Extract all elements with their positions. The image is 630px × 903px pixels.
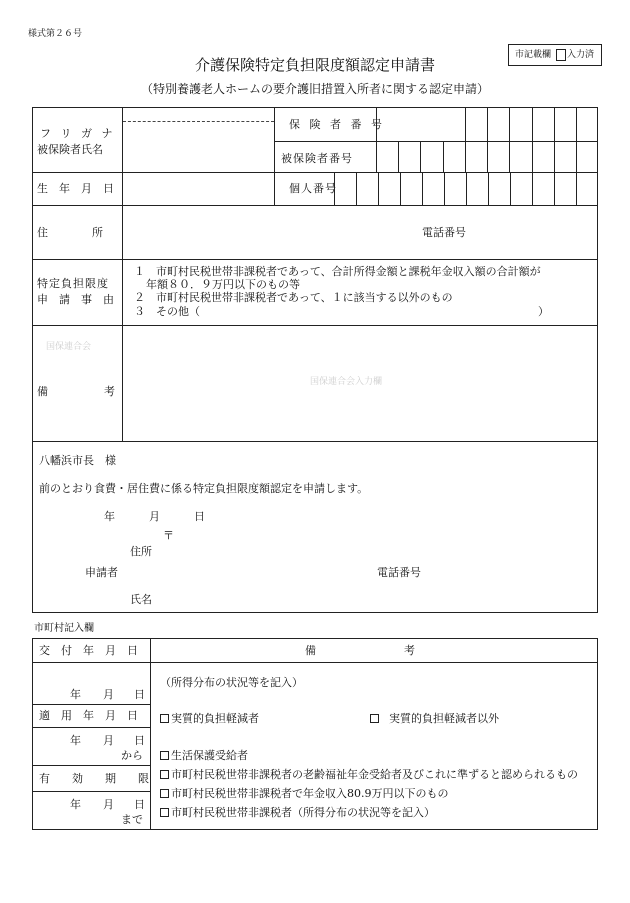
date-year-label: 年 xyxy=(104,510,115,523)
applicant-phone-input[interactable] xyxy=(430,563,590,581)
checkbox-icon[interactable] xyxy=(370,714,379,723)
insurer-number-input[interactable] xyxy=(377,108,597,140)
applicant-address-label: 住所 xyxy=(130,545,152,558)
issue-month: 月 xyxy=(103,688,114,701)
apply-from: から xyxy=(121,749,143,762)
remarks-label-left: 備 xyxy=(37,385,48,398)
municipal-remarks-header: 備 考 xyxy=(305,644,415,657)
checkbox-icon[interactable] xyxy=(160,714,169,723)
applicant-name-input[interactable] xyxy=(160,589,460,609)
postal-mark: 〒 xyxy=(163,529,174,542)
insurer-number-label: 保 険 者 番 号 xyxy=(289,118,385,131)
valid-year: 年 xyxy=(70,798,81,811)
valid-month: 月 xyxy=(103,798,114,811)
checkbox-icon[interactable] xyxy=(160,751,169,760)
insured-number-label: 被保険者番号 xyxy=(281,152,353,165)
apply-date-label: 適 用 年 月 日 xyxy=(39,709,138,722)
apply-day: 日 xyxy=(134,734,145,747)
applicant-phone-label: 電話番号 xyxy=(377,566,421,579)
application-statement: 前のとおり食費・居住費に係る特定負担限度額認定を申請します。 xyxy=(39,482,369,495)
page-title: 介護保険特定負担限度額認定申請書 xyxy=(194,56,435,74)
input-done-label: 入力済 xyxy=(567,50,595,60)
issue-date-input[interactable] xyxy=(33,663,149,703)
municipal-section-heading: 市町村記入欄 xyxy=(34,623,94,634)
income-status-note: （所得分布の状況等を記入） xyxy=(160,676,303,689)
applicant-name-label: 氏名 xyxy=(130,593,152,606)
reason-option-3-close: ） xyxy=(538,305,549,318)
remarks-input[interactable] xyxy=(123,326,597,441)
date-month-label: 月 xyxy=(149,510,160,523)
check-income-label: 市町村民税世帯非課税者で年金収入80.9万円以下のもの xyxy=(171,787,449,800)
furigana-input[interactable] xyxy=(123,122,274,136)
postal-code-input[interactable] xyxy=(176,527,316,543)
valid-until-label: 有 効 期 限 xyxy=(39,772,149,785)
check-pension-item[interactable] xyxy=(160,769,578,780)
reason-label-line2: 申 請 事 由 xyxy=(37,293,114,306)
insured-number-input[interactable] xyxy=(377,142,597,171)
check-nontax-item[interactable] xyxy=(160,807,435,818)
furigana-label: フ リ ガ ナ xyxy=(40,127,116,140)
birth-date-label: 生 年 月 日 xyxy=(37,182,114,195)
reason-option-1[interactable]: １ 市町村民税世帯非課税者であって、合計所得金額と課税年金収入額の合計額が xyxy=(134,265,541,278)
remarks-label-right: 考 xyxy=(104,385,115,398)
addressee: 八幡浜市長 様 xyxy=(39,454,116,467)
reason-other-input[interactable] xyxy=(200,304,534,319)
application-date-input[interactable] xyxy=(60,506,210,524)
phone-label: 電話番号 xyxy=(422,226,466,239)
applicant-address-input[interactable] xyxy=(160,542,540,560)
checkbox-icon[interactable] xyxy=(160,808,169,817)
check-pension-label: 市町村民税世帯非課税者の老齢福祉年金受給者及びこれに準ずると認められるもの xyxy=(171,768,578,781)
apply-year: 年 xyxy=(70,734,81,747)
birth-date-input[interactable] xyxy=(123,173,274,204)
apply-date-input[interactable] xyxy=(33,728,149,764)
applicant-label: 申請者 xyxy=(85,566,118,579)
issue-year: 年 xyxy=(70,688,81,701)
address-input[interactable] xyxy=(123,206,423,258)
insured-name-input[interactable] xyxy=(123,137,274,171)
valid-until: まで xyxy=(121,813,143,826)
reason-option-2[interactable]: ２ 市町村民税世帯非課税者であって、１に該当する以外のもの xyxy=(134,291,453,304)
check-income-item[interactable] xyxy=(160,788,449,799)
check-reduction-label: 実質的負担軽減者 xyxy=(171,712,259,725)
valid-until-input[interactable] xyxy=(33,792,149,829)
reason-label-line1: 特定負担限度 xyxy=(37,277,109,290)
issue-day: 日 xyxy=(134,688,145,701)
personal-number-label: 個人番号 xyxy=(289,182,337,195)
checkbox-icon[interactable] xyxy=(160,770,169,779)
insured-name-label: 被保険者氏名 xyxy=(37,143,103,156)
reason-option-3[interactable]: ３ その他（ xyxy=(134,305,200,318)
remarks-faint-left: 国保連合会 xyxy=(46,342,92,352)
valid-day: 日 xyxy=(134,798,145,811)
check-welfare-label: 生活保護受給者 xyxy=(171,749,248,762)
form-number: 様式第２６号 xyxy=(28,29,83,39)
date-day-label: 日 xyxy=(194,510,205,523)
issue-date-label: 交 付 年 月 日 xyxy=(39,644,138,657)
check-nontax-label: 市町村民税世帯非課税者（所得分布の状況等を記入） xyxy=(171,806,435,819)
apply-month: 月 xyxy=(103,734,114,747)
page-subtitle: （特別養護老人ホームの要介護旧措置入所者に関する認定申請） xyxy=(140,82,489,96)
check-other-item[interactable] xyxy=(370,713,499,724)
remarks-faint-center: 国保連合会入力欄 xyxy=(310,377,383,387)
personal-number-input[interactable] xyxy=(335,173,597,204)
reason-option-1-continued: 年額８０．９万円以下のもの等 xyxy=(146,278,300,291)
checkbox-icon[interactable] xyxy=(160,789,169,798)
check-reduction-item[interactable] xyxy=(160,713,259,724)
check-welfare-item[interactable] xyxy=(160,750,248,761)
office-use-label: 市記載欄 xyxy=(515,50,552,60)
check-other-label: 実質的負担軽減者以外 xyxy=(389,712,499,725)
address-label: 住 所 xyxy=(37,226,103,239)
